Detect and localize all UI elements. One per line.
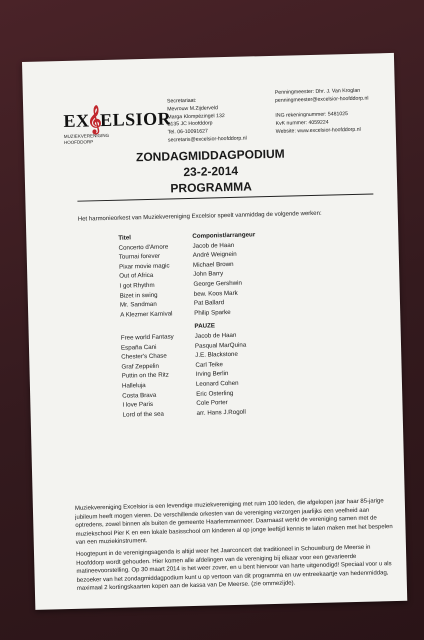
about-paragraph: Muziekvereniging Excelsior is een levendige muziekvereniging met ruim 100 leden, die afgelopen jaar haar 85-jarige jubileum heeft mogen vieren. De verschillende orkesten van de vereniging verzorgen jaarlijks een veelheid aan optredens, zowel binnen als buiten de gemeente Haarlemmermeer. Daarnaast werkt de vereniging samen met de muziekschool Pier K en een lokale basisschool om kinderen al op jonge leeftijd kennis te laten maken met het bespelen van een muziekinstrument. [74, 498, 393, 547]
page-title: ZONDAGMIDDAGPODIUM [135, 146, 285, 165]
program-composer: Carl Teike [195, 360, 223, 369]
program-composer: André Weignein [192, 251, 237, 260]
program-title: I got Rhythm [119, 281, 155, 290]
titles-column [118, 232, 195, 420]
program-composer: Pasqual MarQuina [194, 341, 247, 350]
program-composer: Irving Berlin [195, 370, 229, 379]
penning-line: Penningmeester: Dhr. J. Van Kroglan [274, 87, 361, 96]
secretariaat-line: secretaris@excelsior-hoofddorp.nl [167, 135, 247, 144]
penning-line: KvK nummer: 4059224 [275, 119, 329, 128]
program-title: A Klezmer Karnival [120, 310, 173, 319]
penningmeester-block [275, 88, 370, 137]
program-title: Costa Brava [122, 391, 157, 400]
program-title: Free world Fantasy [120, 333, 174, 342]
penning-line: ING rekeningnummer: 5481025 [275, 111, 349, 120]
program-composer: Pat Ballard [193, 299, 225, 308]
event-date: 23-2-2014 [183, 163, 239, 180]
treble-clef-icon: 𝄞 [87, 107, 103, 134]
program-composer: J.E. Blackstone [195, 350, 238, 359]
program-sheet [22, 53, 407, 610]
secretariaat-line: Mevrouw M.Zijderveld [167, 105, 219, 113]
program-composer: Eric Osterling [196, 389, 234, 398]
program-composer: Leonard Cohen [195, 379, 239, 388]
logo-word-b: ELSIOR [99, 107, 172, 130]
secretariaat-line: Marga Klompézingel 132 [167, 112, 225, 121]
program-composer: Michael Brown [192, 260, 234, 269]
column-header-composer: Componist/arrangeur [192, 231, 256, 240]
composers-column [192, 229, 317, 418]
column-header-title: Titel [118, 234, 132, 242]
program-title: Puttin on the Ritz [121, 371, 169, 380]
program-title: España Cani [120, 343, 157, 352]
excelsior-logo [63, 107, 172, 145]
secretariaat-line: 2135 JC Hoofddorp [167, 120, 213, 128]
page-subtitle: PROGRAMMA [170, 179, 252, 196]
program-title: Graf Zeppelin [121, 362, 160, 371]
intro-text: Het harmonieorkest van Muziekvereniging Excelsior speelt vanmiddag de volgende werken: [77, 210, 322, 223]
program-composer: bew. Koos Mark [193, 289, 238, 298]
concert-paragraph: Hoogtepunt in de verenigingsagenda is altijd weer het Jaarconcert dat traditioneel in Schouwburg de Meerse in Hoofddorp wordt gehouden. Hier komen alle afdelingen van de vereniging bij elkaar voor een gevarieerde matineevoorstelling. Op 30 maart 2014 is het weer zover, en u bent hiervoor van harte uitgenodigd! Speciaal voor u als bezoeker van het zondagmiddagpodium kunt u op vertoon van dit programma en uw entreekaartje van hedenmiddag, maximaal 2 kortingskaarten kopen aan de kassa van De Meerse. (zie ommezijde). [75, 544, 392, 593]
program-title: Mr. Sandman [119, 300, 157, 309]
secretariaat-line: Tel. 06-10091627 [167, 128, 208, 136]
program-title: Concerto d'Amore [118, 243, 169, 252]
program-title: Lord of the sea [122, 410, 165, 419]
program-title: Halleluja [121, 381, 146, 390]
program-composer: Jacob de Haan [194, 331, 237, 340]
program-title: I love Paris [122, 400, 154, 409]
secretariaat-line: Secretariaat: [166, 97, 197, 105]
program-composer: Philip Sparke [194, 308, 231, 317]
program-title: Bizet in swing [119, 291, 158, 300]
penning-line: Website: www.excelsior-hoofddorp.nl [275, 126, 361, 135]
logo-subtitle-2: HOOFDDORP [63, 139, 94, 145]
secretariaat-block [167, 97, 247, 146]
logo-subtitle-1: MUZIEKVERENIGING [63, 132, 110, 139]
penning-line: penningmeester@excelsior-hoofddorp.nl [274, 95, 369, 104]
pauze-label: PAUZE [194, 322, 216, 331]
program-title: Pixar movie magic [118, 262, 170, 271]
logo-word-a: EX [63, 109, 90, 131]
program-composer: Jacob de Haan [192, 241, 235, 250]
program-composer: John Barry [193, 270, 224, 279]
program-title: Out of Africa [119, 272, 154, 281]
program-title: Chester's Chase [121, 352, 167, 361]
program-title: Tournai forever [118, 252, 161, 261]
program-composer: arr. Hans J.Rogoll [196, 408, 246, 417]
logo-wordmark [63, 107, 172, 134]
program-composer: Cole Porter [196, 399, 228, 407]
headings [24, 143, 397, 200]
program-composer: George Gershwin [193, 279, 243, 288]
